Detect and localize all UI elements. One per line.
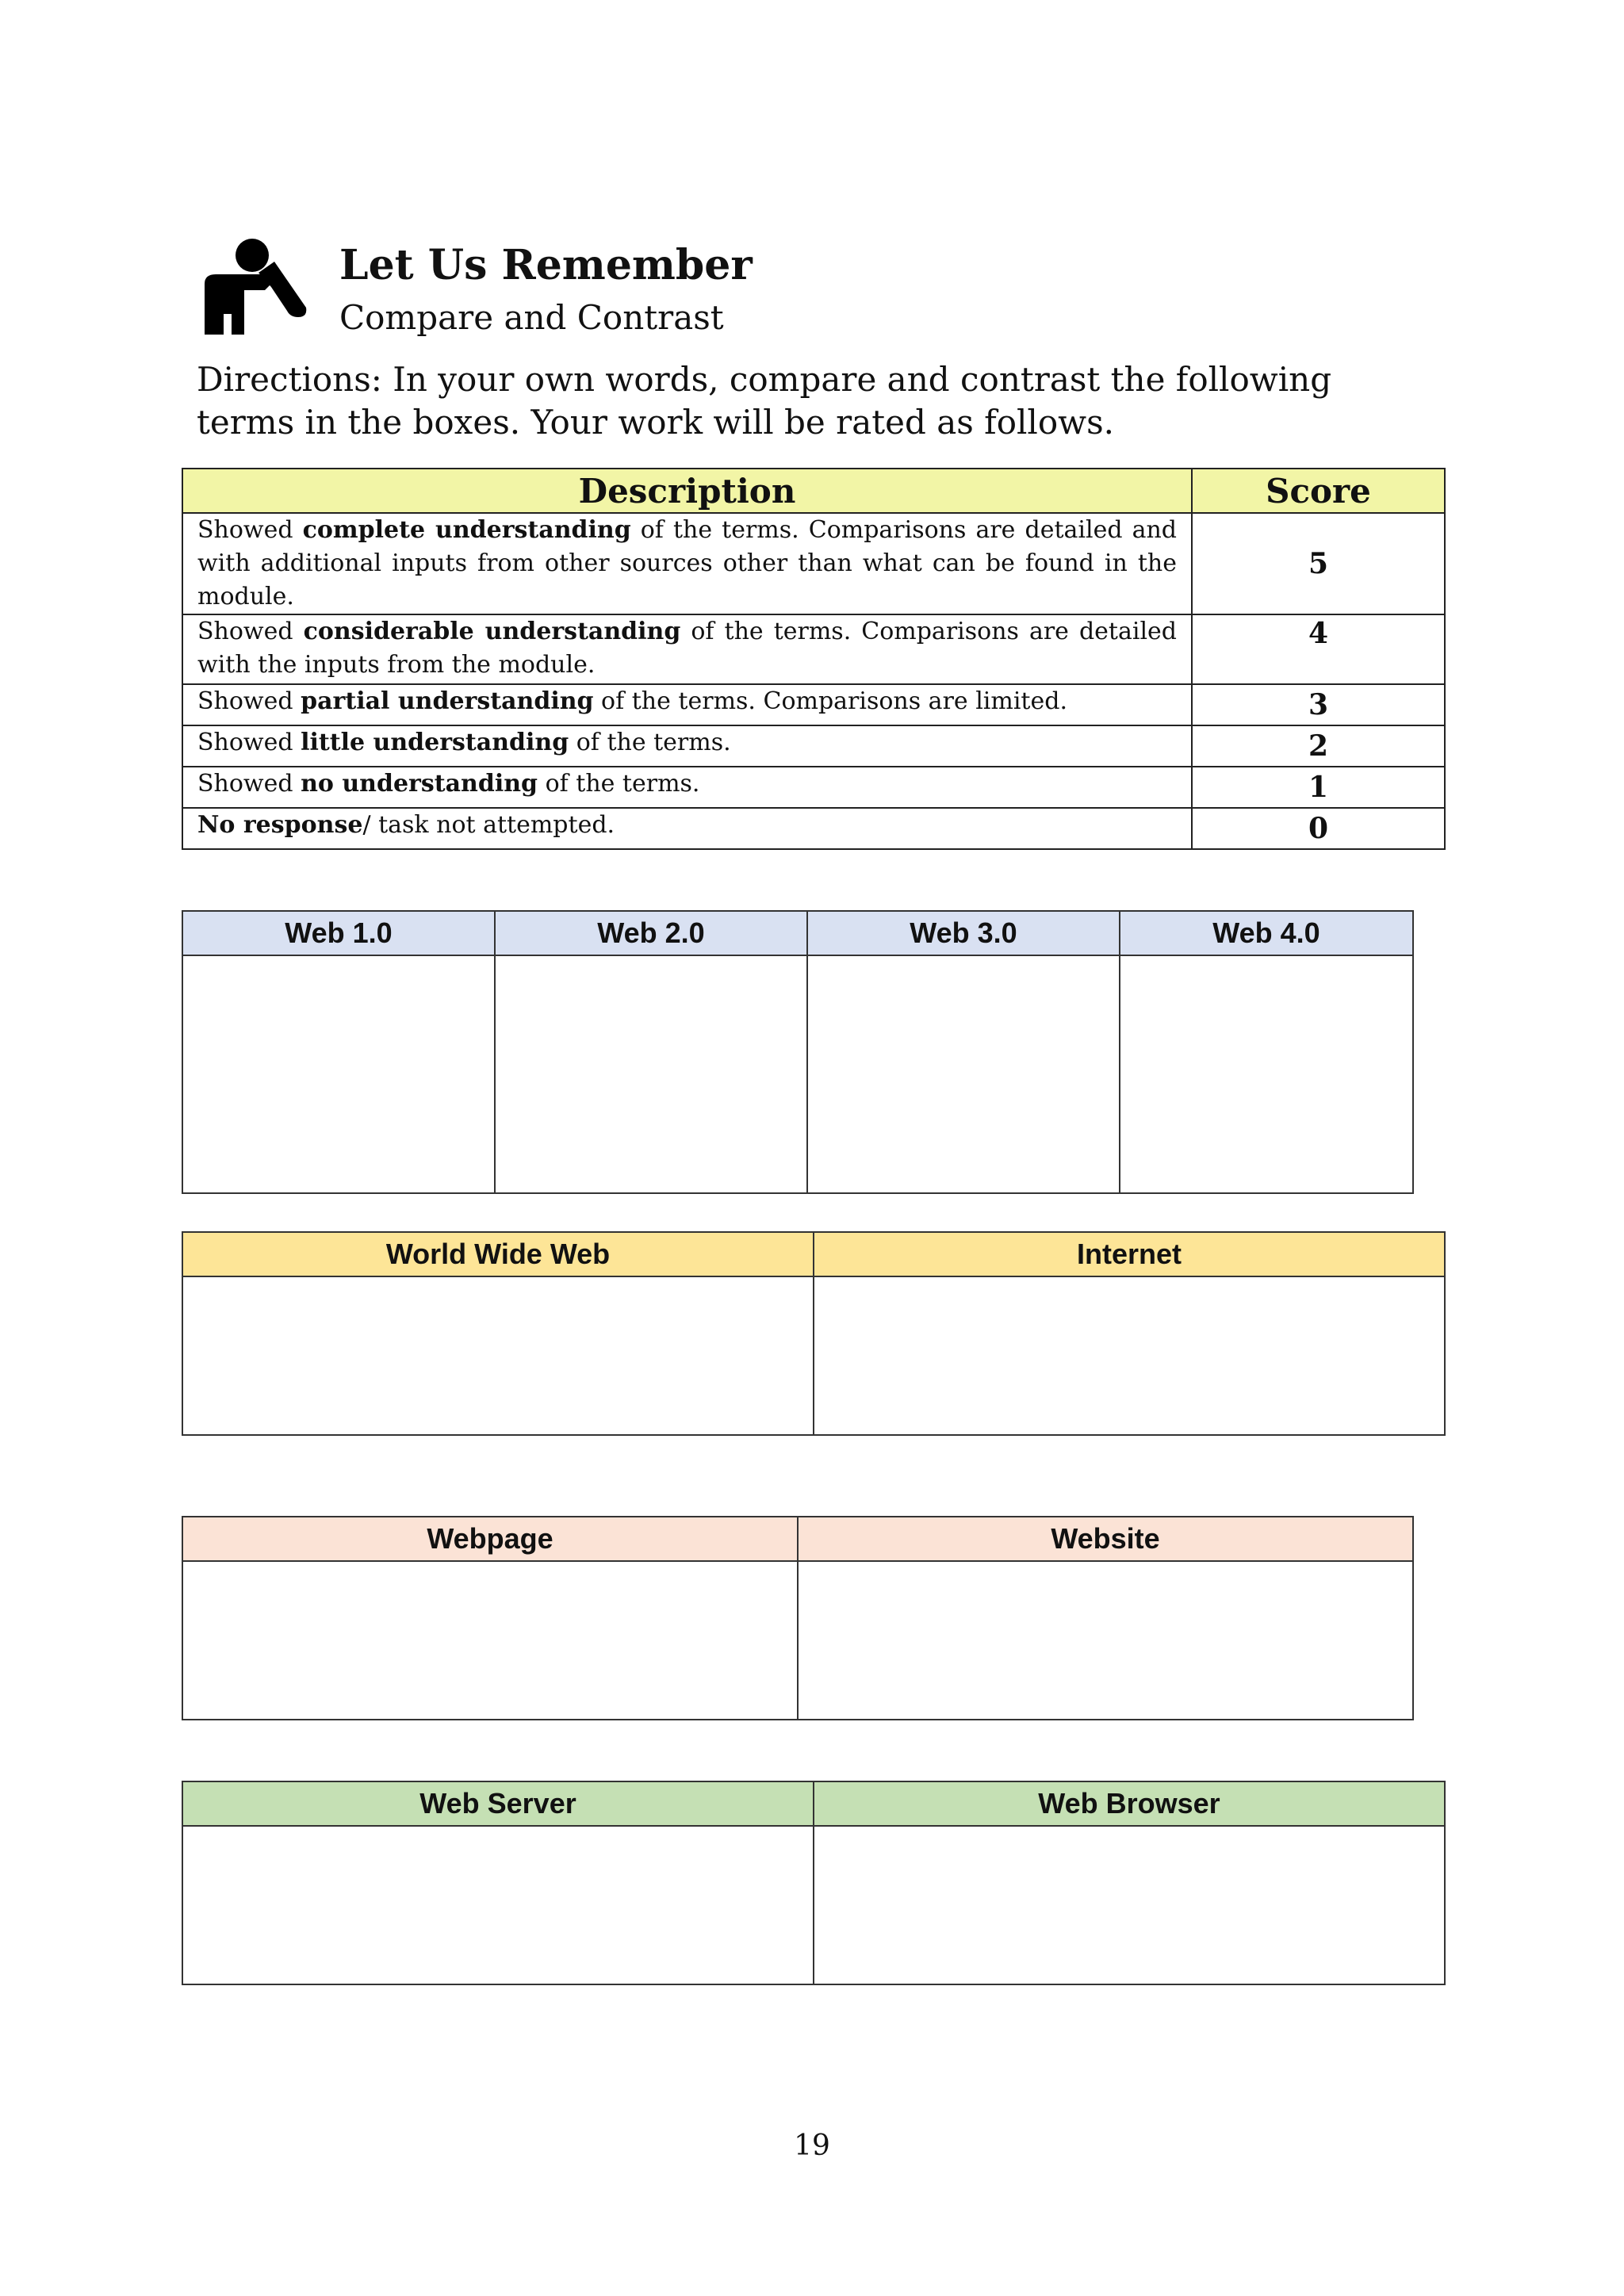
rubric-description: Showed considerable understanding of the terms. Comparisons are detailed with the inputs from the module. xyxy=(182,614,1192,684)
section-title: Let Us Remember xyxy=(339,241,753,289)
table-header-row xyxy=(182,1517,1413,1561)
rubric-row xyxy=(182,767,1445,808)
rubric-score: 5 xyxy=(1192,513,1445,614)
answer-box-website[interactable] xyxy=(798,1561,1413,1720)
header-world-wide-web: World Wide Web xyxy=(182,1232,814,1276)
rubric-table xyxy=(182,468,1446,850)
header-web-browser: Web Browser xyxy=(814,1781,1445,1826)
answer-box-web-server[interactable] xyxy=(182,1826,814,1984)
rubric-score: 0 xyxy=(1192,808,1445,849)
header-internet: Internet xyxy=(814,1232,1445,1276)
rubric-row xyxy=(182,808,1445,849)
rubric-header-description: Description xyxy=(182,469,1192,513)
rubric-row xyxy=(182,725,1445,767)
header-web-2-0: Web 2.0 xyxy=(495,911,807,955)
header-web-server: Web Server xyxy=(182,1781,814,1826)
webpage-website-table xyxy=(182,1516,1414,1720)
table-header-row xyxy=(182,1232,1445,1276)
answer-box-web-browser[interactable] xyxy=(814,1826,1445,1984)
answer-box-web-3-0[interactable] xyxy=(807,955,1120,1193)
rubric-score: 3 xyxy=(1192,684,1445,725)
person-thinking-icon xyxy=(198,238,317,341)
rubric-score: 4 xyxy=(1192,614,1445,684)
answer-box-web-4-0[interactable] xyxy=(1120,955,1413,1193)
answer-box-web-1-0[interactable] xyxy=(182,955,495,1193)
header-web-1-0: Web 1.0 xyxy=(182,911,495,955)
answer-box-world-wide-web[interactable] xyxy=(182,1276,814,1435)
rubric-description: Showed no understanding of the terms. xyxy=(182,767,1192,808)
header-webpage: Webpage xyxy=(182,1517,798,1561)
answer-box-internet[interactable] xyxy=(814,1276,1445,1435)
answer-row xyxy=(182,955,1413,1193)
web-versions-table xyxy=(182,910,1414,1194)
rubric-header-score: Score xyxy=(1192,469,1445,513)
rubric-description: Showed little understanding of the terms. xyxy=(182,725,1192,767)
table-header-row xyxy=(182,1781,1445,1826)
answer-row xyxy=(182,1276,1445,1435)
answer-box-webpage[interactable] xyxy=(182,1561,798,1720)
header-web-4-0: Web 4.0 xyxy=(1120,911,1413,955)
answer-row xyxy=(182,1826,1445,1984)
rubric-description: Showed partial understanding of the terms. Comparisons are limited. xyxy=(182,684,1192,725)
page-number: 19 xyxy=(794,2130,830,2162)
rubric-score: 1 xyxy=(1192,767,1445,808)
table-header-row xyxy=(182,911,1413,955)
answer-row xyxy=(182,1561,1413,1720)
header-website: Website xyxy=(798,1517,1413,1561)
section-subtitle: Compare and Contrast xyxy=(339,298,724,337)
rubric-header-row xyxy=(182,469,1445,513)
rubric-row xyxy=(182,513,1445,614)
answer-box-web-2-0[interactable] xyxy=(495,955,807,1193)
www-internet-table xyxy=(182,1231,1446,1436)
server-browser-table xyxy=(182,1781,1446,1985)
header-web-3-0: Web 3.0 xyxy=(807,911,1120,955)
rubric-score: 2 xyxy=(1192,725,1445,767)
rubric-description: Showed complete understanding of the terms. Comparisons are detailed and with additional inputs from other sources other than what can be found in the module. xyxy=(182,513,1192,614)
rubric-description: No response/ task not attempted. xyxy=(182,808,1192,849)
rubric-row xyxy=(182,614,1445,684)
rubric-row xyxy=(182,684,1445,725)
directions-text: Directions: In your own words, compare and contrast the following terms in the boxes. Your work will be rated as follows. xyxy=(197,360,1332,442)
